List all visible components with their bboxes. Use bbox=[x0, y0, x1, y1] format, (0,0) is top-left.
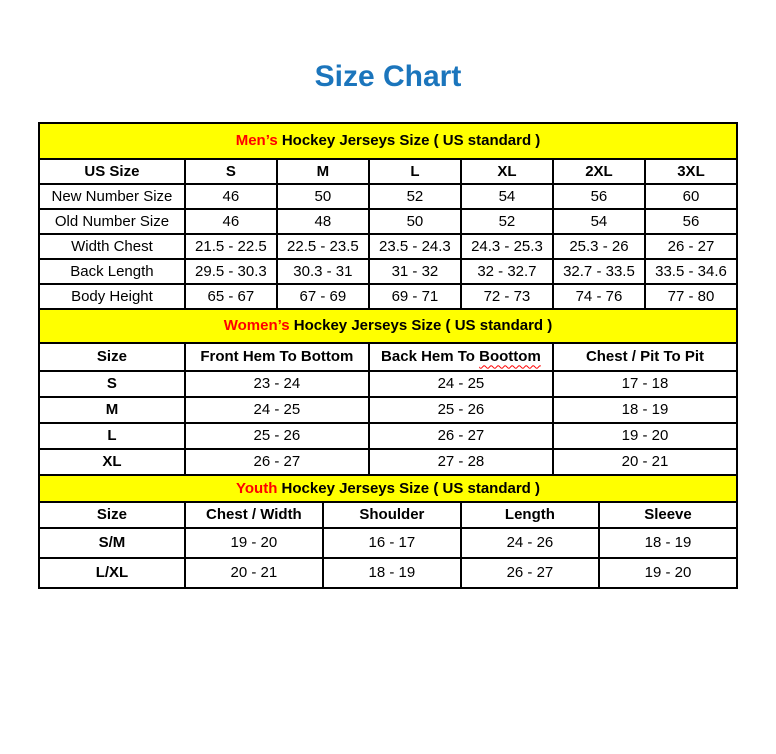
table-cell: 25 - 26 bbox=[369, 397, 553, 423]
table-cell: 72 - 73 bbox=[461, 284, 553, 309]
table-cell: 33.5 - 34.6 bbox=[645, 259, 737, 284]
table-row-womens-s bbox=[39, 371, 737, 397]
row-label: S/M bbox=[39, 528, 185, 558]
table-cell: 32 - 32.7 bbox=[461, 259, 553, 284]
womens-section-title: Hockey Jerseys Size ( US standard ) bbox=[293, 317, 553, 335]
mens-section-band-row bbox=[39, 123, 737, 159]
table-cell: 29.5 - 30.3 bbox=[185, 259, 277, 284]
column-header-sleeve: Sleeve bbox=[599, 502, 737, 528]
table-row-womens-l bbox=[39, 423, 737, 449]
column-header-length: Length bbox=[461, 502, 599, 528]
table-cell: 26 - 27 bbox=[461, 558, 599, 588]
table-cell: 60 bbox=[645, 184, 737, 209]
row-label: L/XL bbox=[39, 558, 185, 588]
column-header-back-hem: Back Hem To Boottom bbox=[369, 343, 553, 371]
row-label: XL bbox=[39, 449, 185, 475]
table-cell: 26 - 27 bbox=[645, 234, 737, 259]
table-cell: 26 - 27 bbox=[369, 423, 553, 449]
table-cell: 25 - 26 bbox=[185, 423, 369, 449]
row-label: New Number Size bbox=[39, 184, 185, 209]
page-title: Size Chart bbox=[314, 60, 462, 93]
column-header-front-hem: Front Hem To Bottom bbox=[185, 343, 369, 371]
table-cell: 20 - 21 bbox=[185, 558, 323, 588]
table-cell: 19 - 20 bbox=[553, 423, 737, 449]
table-cell: 56 bbox=[645, 209, 737, 234]
table-cell: 27 - 28 bbox=[369, 449, 553, 475]
table-cell: 46 bbox=[185, 184, 277, 209]
table-cell: 46 bbox=[185, 209, 277, 234]
row-label: Back Length bbox=[39, 259, 185, 284]
misspelled-word: Boottom bbox=[479, 348, 541, 366]
table-cell: 18 - 19 bbox=[599, 528, 737, 558]
table-cell: 48 bbox=[277, 209, 369, 234]
table-cell: 50 bbox=[277, 184, 369, 209]
table-cell: 18 - 19 bbox=[553, 397, 737, 423]
table-row-new-number-size bbox=[39, 184, 737, 209]
table-cell: 25.3 - 26 bbox=[553, 234, 645, 259]
column-header-chest-width: Chest / Width bbox=[185, 502, 323, 528]
table-cell: 21.5 - 22.5 bbox=[185, 234, 277, 259]
table-cell: 54 bbox=[461, 184, 553, 209]
table-cell: 77 - 80 bbox=[645, 284, 737, 309]
table-cell: 52 bbox=[369, 184, 461, 209]
youth-section-band-row bbox=[39, 475, 737, 502]
table-row-back-length bbox=[39, 259, 737, 284]
row-label: Width Chest bbox=[39, 234, 185, 259]
table-cell: 54 bbox=[553, 209, 645, 234]
table-cell: 24 - 25 bbox=[369, 371, 553, 397]
table-cell: 24.3 - 25.3 bbox=[461, 234, 553, 259]
row-label: M bbox=[39, 397, 185, 423]
mens-section-header bbox=[39, 123, 737, 159]
youth-header-row bbox=[39, 502, 737, 528]
column-header-size: Size bbox=[39, 343, 185, 371]
youth-section-header bbox=[39, 475, 737, 502]
table-row-womens-m bbox=[39, 397, 737, 423]
youth-section-highlight: Youth bbox=[236, 479, 278, 497]
mens-header-row bbox=[39, 159, 737, 184]
table-cell: 19 - 20 bbox=[599, 558, 737, 588]
table-cell: 74 - 76 bbox=[553, 284, 645, 309]
table-cell: 69 - 71 bbox=[369, 284, 461, 309]
womens-section-band-row bbox=[39, 309, 737, 343]
column-header-size: Size bbox=[39, 502, 185, 528]
row-label: L bbox=[39, 423, 185, 449]
table-cell: 32.7 - 33.5 bbox=[553, 259, 645, 284]
row-label: Body Height bbox=[39, 284, 185, 309]
table-cell: 31 - 32 bbox=[369, 259, 461, 284]
table-cell: 24 - 26 bbox=[461, 528, 599, 558]
womens-header-row bbox=[39, 343, 737, 371]
table-cell: 52 bbox=[461, 209, 553, 234]
column-header-us-size: US Size bbox=[39, 159, 185, 184]
table-cell: 18 - 19 bbox=[323, 558, 461, 588]
table-cell: 16 - 17 bbox=[323, 528, 461, 558]
table-row-youth-lxl bbox=[39, 558, 737, 588]
table-cell: 67 - 69 bbox=[277, 284, 369, 309]
table-cell: 22.5 - 23.5 bbox=[277, 234, 369, 259]
column-header-2xl: 2XL bbox=[553, 159, 645, 184]
table-cell: 30.3 - 31 bbox=[277, 259, 369, 284]
table-cell: 65 - 67 bbox=[185, 284, 277, 309]
table-row-youth-sm bbox=[39, 528, 737, 558]
column-header-s: S bbox=[185, 159, 277, 184]
table-cell: 26 - 27 bbox=[185, 449, 369, 475]
column-header-chest-pit: Chest / Pit To Pit bbox=[553, 343, 737, 371]
column-header-m: M bbox=[277, 159, 369, 184]
size-chart bbox=[38, 122, 738, 589]
table-cell: 24 - 25 bbox=[185, 397, 369, 423]
mens-section-highlight: Men’s bbox=[235, 132, 278, 150]
table-cell: 56 bbox=[553, 184, 645, 209]
table-cell: 23 - 24 bbox=[185, 371, 369, 397]
youth-size-table bbox=[38, 474, 738, 589]
mens-size-table bbox=[38, 122, 738, 310]
womens-size-table bbox=[38, 308, 738, 476]
table-row-width-chest bbox=[39, 234, 737, 259]
womens-section-header bbox=[39, 309, 737, 343]
table-row-body-height bbox=[39, 284, 737, 309]
column-header-shoulder: Shoulder bbox=[323, 502, 461, 528]
column-header-l: L bbox=[369, 159, 461, 184]
row-label: Old Number Size bbox=[39, 209, 185, 234]
table-row-old-number-size bbox=[39, 209, 737, 234]
table-row-womens-xl bbox=[39, 449, 737, 475]
column-header-xl: XL bbox=[461, 159, 553, 184]
column-header-3xl: 3XL bbox=[645, 159, 737, 184]
table-cell: 20 - 21 bbox=[553, 449, 737, 475]
youth-section-title: Hockey Jerseys Size ( US standard ) bbox=[281, 479, 540, 497]
womens-section-highlight: Women’s bbox=[223, 317, 290, 335]
table-cell: 19 - 20 bbox=[185, 528, 323, 558]
table-cell: 23.5 - 24.3 bbox=[369, 234, 461, 259]
row-label: S bbox=[39, 371, 185, 397]
table-cell: 50 bbox=[369, 209, 461, 234]
table-cell: 17 - 18 bbox=[553, 371, 737, 397]
mens-section-title: Hockey Jerseys Size ( US standard ) bbox=[281, 132, 541, 150]
